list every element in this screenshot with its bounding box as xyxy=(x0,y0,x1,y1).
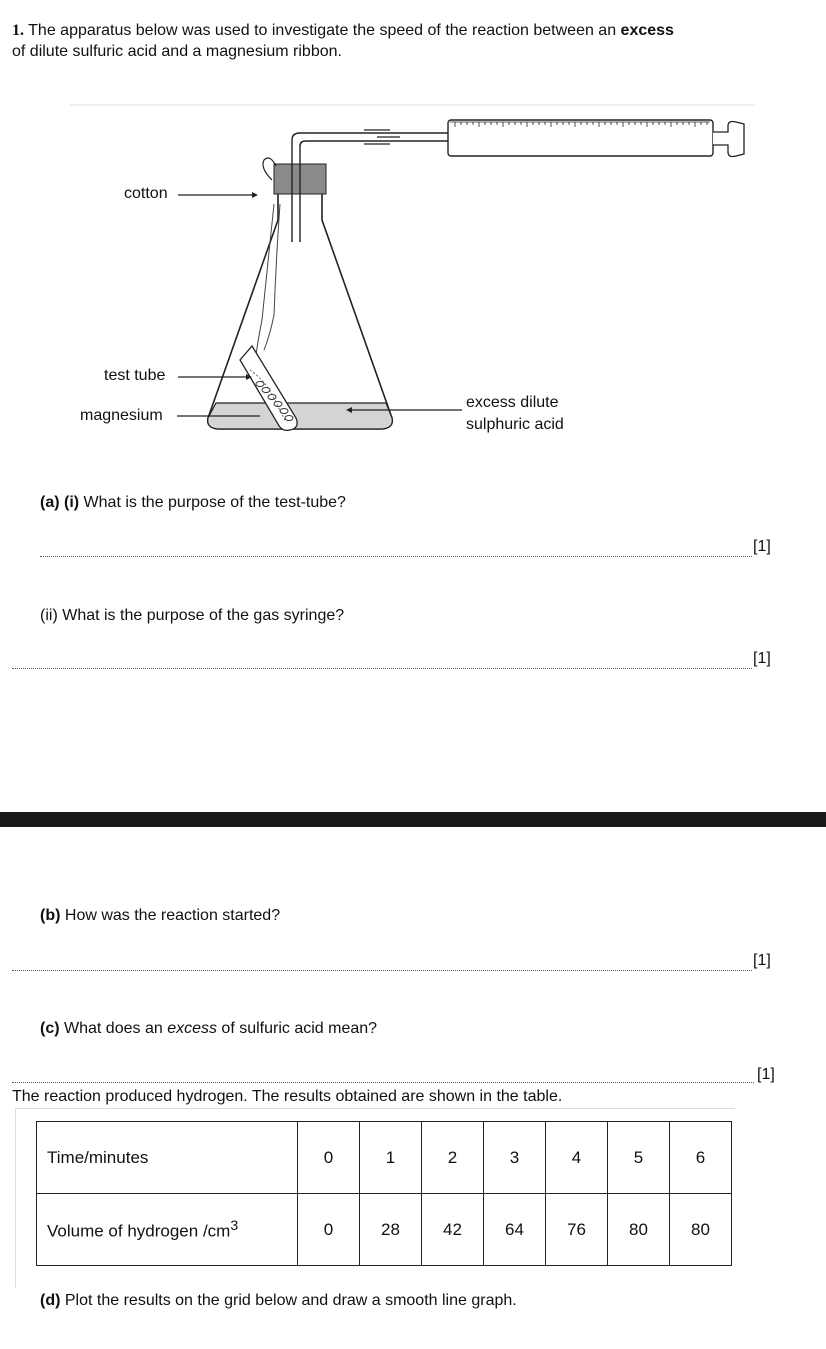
question-a-ii: (ii) What is the purpose of the gas syringe? xyxy=(40,607,345,624)
answer-line-c[interactable] xyxy=(12,1066,756,1083)
mark-c: [1] xyxy=(757,1066,775,1083)
label-magnesium: magnesium xyxy=(80,407,163,424)
question-c-italic-excess: excess xyxy=(167,1020,217,1037)
label-cotton: cotton xyxy=(124,185,168,202)
volume-cell: 80 xyxy=(670,1194,732,1266)
volume-cell: 76 xyxy=(546,1194,608,1266)
question-b xyxy=(40,907,280,925)
question-b-text: How was the reaction started? xyxy=(60,907,281,924)
frame-left-rule xyxy=(15,1108,16,1288)
mark-a-i: [1] xyxy=(753,538,771,555)
apparatus-diagram xyxy=(60,100,780,460)
mark-b: [1] xyxy=(753,952,771,969)
volume-cell: 0 xyxy=(298,1194,360,1266)
label-acid-line2: sulphuric acid xyxy=(466,416,564,433)
gas-syringe-barrel xyxy=(448,120,713,156)
question-b-label: (b) xyxy=(40,907,61,924)
time-header: Time/minutes xyxy=(37,1122,298,1194)
time-cell: 5 xyxy=(608,1122,670,1194)
question-c-text-before: What does an xyxy=(59,1020,168,1037)
question-d-label: (d) xyxy=(40,1292,61,1309)
intro-text-1: The apparatus below was used to investigate the speed of the reaction between an xyxy=(28,22,621,39)
table-row-time xyxy=(37,1122,732,1194)
question-a-i-text: What is the purpose of the test-tube? xyxy=(79,494,346,511)
time-cell: 4 xyxy=(546,1122,608,1194)
question-c xyxy=(40,1020,377,1038)
volume-cell: 42 xyxy=(422,1194,484,1266)
answer-line-b[interactable] xyxy=(12,954,752,971)
answer-line-a-i[interactable] xyxy=(40,540,752,557)
volume-cell: 64 xyxy=(484,1194,546,1266)
time-cell: 1 xyxy=(360,1122,422,1194)
question-c-text-after: of sulfuric acid mean? xyxy=(216,1020,378,1037)
frame-top-rule xyxy=(15,1108,735,1109)
time-cell: 6 xyxy=(670,1122,732,1194)
question-c-label: (c) xyxy=(40,1020,60,1037)
volume-header: Volume of hydrogen /cm xyxy=(47,1221,231,1241)
time-cell: 3 xyxy=(484,1122,546,1194)
question-intro xyxy=(12,20,802,62)
syringe-plunger xyxy=(713,122,744,157)
question-a-i-label: (a) (i) xyxy=(40,494,80,511)
table-row-volume xyxy=(37,1194,732,1266)
volume-header-sup: 3 xyxy=(230,1217,239,1234)
volume-cell: 28 xyxy=(360,1194,422,1266)
question-d-text: Plot the results on the grid below and draw a smooth line graph. xyxy=(60,1292,517,1309)
question-number: 1. xyxy=(12,22,24,39)
question-d xyxy=(40,1292,517,1310)
table-intro: The reaction produced hydrogen. The results obtained are shown in the table. xyxy=(12,1088,563,1105)
label-acid-line1: excess dilute xyxy=(466,394,559,411)
results-table xyxy=(36,1121,732,1266)
answer-line-a-ii[interactable] xyxy=(12,652,752,669)
intro-bold-excess: excess xyxy=(620,22,674,39)
question-a-i xyxy=(40,494,346,512)
label-test-tube: test tube xyxy=(104,367,166,384)
apparatus-svg xyxy=(60,100,780,460)
time-cell: 2 xyxy=(422,1122,484,1194)
mark-a-ii: [1] xyxy=(753,650,771,667)
volume-header-cell xyxy=(37,1194,298,1266)
time-cell: 0 xyxy=(298,1122,360,1194)
volume-cell: 80 xyxy=(608,1194,670,1266)
page-divider xyxy=(0,812,826,827)
intro-text-2: of dilute sulfuric acid and a magnesium ribbon. xyxy=(12,43,342,60)
